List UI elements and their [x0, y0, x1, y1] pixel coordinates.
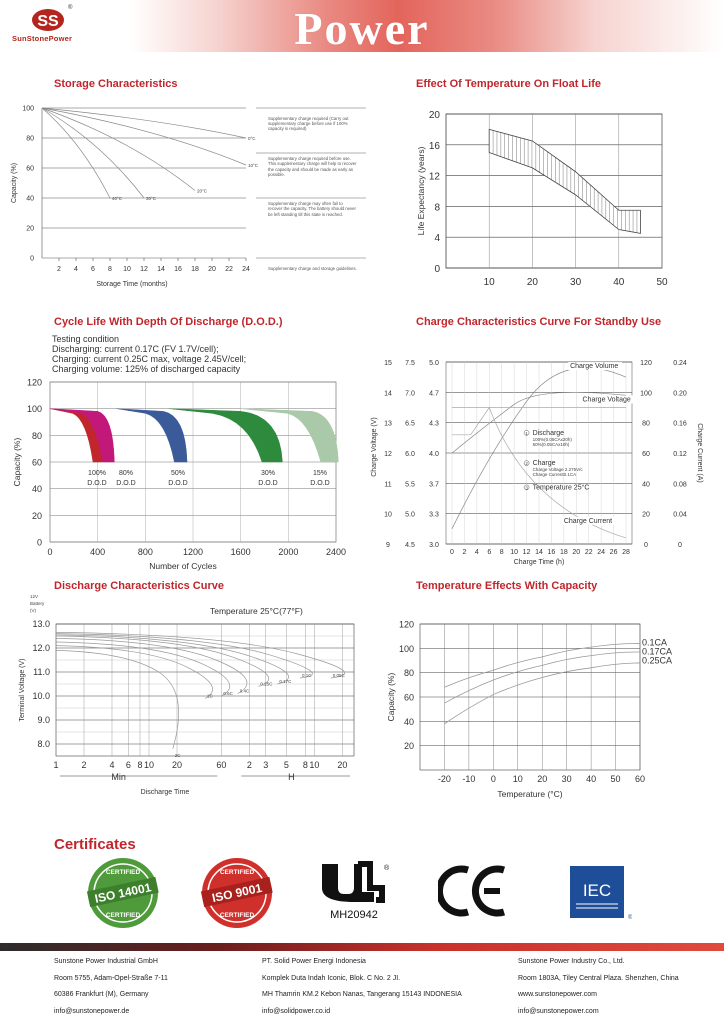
current-tick: 0: [678, 542, 682, 549]
footer-address: Komplek Duta Indah Iconic, Blok. C No. 2 JI.: [262, 974, 401, 982]
x-tick-label: 22: [584, 549, 593, 556]
volume-tick: 120: [640, 360, 652, 367]
y-tick-label: 8: [434, 202, 440, 214]
v1-tick: 13: [384, 420, 392, 428]
x-tick-label: 10: [510, 549, 519, 556]
discharge-curve: [56, 642, 230, 699]
y-tick-label: 80: [26, 135, 34, 143]
v3-tick: 4.7: [429, 390, 439, 398]
series-label: Charge Voltage: [582, 396, 631, 404]
y-right-label: Charge Current (A): [696, 423, 703, 483]
y-tick-label: 11.0: [33, 667, 50, 677]
v3-tick: 3.3: [429, 511, 439, 519]
zone-note: [268, 266, 358, 297]
discharge-curve: [56, 634, 312, 678]
v1-tick: 10: [384, 511, 392, 519]
cycle-life-chart-title: Cycle Life With Depth Of Discharge (D.O.D.): [54, 316, 283, 328]
v2-tick: 5.0: [405, 511, 415, 519]
storage-chart: [0, 96, 370, 296]
discharge-chart-title: Discharge Characteristics Curve: [54, 580, 224, 592]
x-tick-label: 10: [309, 760, 320, 770]
iso14001-badge-icon: [86, 856, 160, 930]
v2-tick: 6.5: [405, 420, 415, 428]
chart-subtitle: Temperature 25°C(77°F): [210, 606, 303, 616]
legend-detail: 50%(0.05CAx10h): [532, 441, 570, 447]
x-tick-label: 12: [140, 266, 148, 273]
x-tick-label: 2000: [278, 547, 299, 557]
dod-pct-label: 50%: [170, 470, 186, 477]
zone-note-text: Supplementary charge required before use. This supplementary charge will help to recover the capacity and should be made as early as possible.: [268, 156, 357, 178]
v1-tick: 11: [384, 481, 392, 489]
discharge-rate-label: 0.4C: [239, 688, 250, 694]
footer-indonesia: [262, 954, 462, 1020]
iso14001-label: ISO 14001: [93, 880, 153, 906]
y-tick-label: 13.0: [32, 619, 50, 629]
x-tick-label: 8: [302, 760, 308, 770]
iso14001-bottom: CERTIFIED: [105, 912, 141, 919]
legend-number: 1: [525, 430, 528, 436]
current-tick: 0.20: [673, 390, 687, 398]
page-title: Power: [294, 3, 430, 54]
y-tick-label: 0: [30, 255, 34, 263]
current-tick: 0.16: [673, 420, 687, 428]
v1-tick: 15: [384, 360, 392, 367]
legend-title: Temperature 25°C: [532, 484, 590, 492]
y-tick-label: 40: [31, 484, 42, 495]
x-tick-label: 30: [570, 277, 582, 288]
y-axis-label: Terminal Voltage (V): [19, 658, 26, 722]
x-tick-label: 60: [216, 760, 227, 770]
volume-tick: 80: [642, 420, 650, 428]
condition-line: Charging: current 0.25C max, voltage 2.45V/cell;: [52, 354, 247, 364]
discharge-curve: [56, 650, 179, 748]
zone-note: [268, 201, 358, 237]
iso9001-bottom: CERTIFIED: [219, 912, 255, 919]
x-tick-label: 0: [47, 547, 53, 557]
x-tick-label: 2: [462, 549, 467, 556]
iec-logo-icon: [568, 864, 632, 922]
x-tick-label: 2: [246, 760, 252, 770]
v3-tick: 4.3: [429, 420, 439, 428]
footer-website[interactable]: www.sunstonepower.com: [518, 991, 597, 998]
footer-address: Room 1803A, Tiley Central Plaza. Shenzhen, China: [518, 974, 679, 982]
volume-tick: 60: [642, 451, 650, 458]
y-tick-label: 60: [31, 457, 42, 468]
y-tick-label: 120: [398, 619, 414, 630]
y-tick-label: 80: [31, 430, 42, 441]
footer-germany: [54, 954, 168, 1020]
series-label: Charge Volume: [570, 363, 619, 371]
condition-line: Discharging: current 0.17C (FV 1.7V/cell);: [52, 344, 219, 354]
legend-title: Charge: [532, 460, 556, 468]
discharge-chart: [0, 590, 370, 800]
series-label: 10°C: [248, 163, 259, 168]
y-tick-label: 0: [434, 264, 440, 275]
storage-chart-title: Storage Characteristics: [54, 78, 178, 90]
x-tick-label: -20: [437, 774, 451, 784]
current-tick: 0.12: [673, 451, 687, 458]
y-tick-label: 100: [398, 643, 414, 654]
legend-detail: Charge Voltage 2.275V/c: [532, 467, 583, 473]
volume-tick: 20: [642, 511, 650, 519]
y-tick-label: 20: [26, 225, 34, 233]
discharge-rate-label: 2C: [174, 752, 181, 758]
v2-tick: 5.5: [405, 481, 415, 489]
x-tick-label: 4: [74, 266, 78, 273]
x-tick-label: 20: [537, 774, 548, 784]
x-tick-label: 10: [512, 774, 523, 784]
footer-company: PT. Solid Power Energi Indonesia: [262, 958, 366, 965]
unit-label: (V): [30, 608, 36, 613]
legend-number: 3: [525, 485, 528, 491]
dod-label: D.O.D: [116, 480, 136, 487]
series-label: 20°C: [197, 188, 208, 194]
x-tick-label: 24: [242, 266, 250, 273]
series-label: Charge Current: [563, 517, 613, 525]
y-tick-label: 80: [403, 668, 414, 679]
v3-tick: 3.7: [429, 481, 439, 489]
series-label: 0.17CA: [642, 646, 673, 657]
footer-china: [518, 954, 679, 1020]
y-tick-label: 100: [22, 105, 34, 113]
dod-label: D.O.D: [168, 480, 188, 487]
current-tick: 0.04: [673, 511, 687, 519]
certificates-title: Certificates: [54, 836, 136, 853]
discharge-rate-label: 0.6C: [223, 691, 233, 696]
v3-tick: 3.0: [429, 542, 439, 549]
x-tick-label: 8: [499, 549, 504, 556]
y-axis-label: Life Expectancy (years): [416, 146, 426, 236]
y-tick-label: 0: [36, 537, 42, 548]
x-tick-label: 0: [450, 549, 454, 556]
y-tick-label: 10.0: [32, 691, 50, 701]
y-tick-label: 12: [428, 171, 440, 183]
x-tick-label: 2400: [325, 547, 347, 557]
x-tick-label: 4: [109, 760, 115, 770]
x-tick-label: 5: [283, 760, 289, 770]
y-tick-label: 8.0: [37, 739, 50, 749]
ul-registered-icon: ®: [384, 865, 390, 872]
legend-detail: Charge Current0.1CA: [532, 472, 577, 478]
y-axis-label: Capacity (%): [12, 437, 22, 487]
temp-capacity-chart-title: Temperature Effects With Capacity: [416, 580, 598, 592]
zone-note: [268, 156, 358, 192]
x-tick-label: 40: [586, 774, 597, 784]
zone-note-text: Supplementary charge may often fail to recover the capacity. The battery should never be left standing till this state is reached.: [268, 201, 356, 217]
x-tick-label: 16: [174, 266, 182, 273]
series-line: [42, 108, 110, 198]
x-tick-label: 20: [337, 760, 348, 770]
ul-mark-icon: [318, 860, 390, 922]
series-line: [42, 108, 144, 198]
x-tick-label: 40: [613, 277, 625, 288]
dod-pct-label: 100%: [88, 470, 106, 477]
x-tick-label: 12: [522, 549, 531, 556]
series-label: 0°C: [248, 136, 256, 141]
standby-charge-chart: [370, 352, 724, 574]
y-tick-label: 60: [403, 692, 414, 703]
v2-tick: 6.0: [405, 451, 415, 458]
series-line: [42, 108, 246, 138]
iso9001-badge-icon: [200, 856, 274, 930]
v1-tick: 14: [384, 390, 392, 398]
footer-address: Room 5755, Adam-Opel-Straße 7-11: [54, 974, 168, 982]
iso9001-top: CERTIFIED: [219, 869, 255, 876]
v1-tick: 12: [384, 451, 392, 458]
y-tick-label: 9.0: [37, 715, 50, 725]
x-tick-label: 0: [490, 774, 496, 784]
dod-pct-label: 15%: [312, 470, 328, 477]
x-tick-label: 1: [53, 760, 59, 770]
x-tick-label: 22: [225, 266, 233, 273]
volume-tick: 40: [642, 481, 650, 489]
x-tick-label: 4: [474, 549, 479, 556]
discharge-curve: [56, 632, 345, 678]
legend-detail: 100%(0.05CAx20h): [532, 436, 572, 442]
x-axis-label: Charge Time (h): [513, 559, 565, 566]
v1-tick: 9: [386, 542, 390, 549]
iso14001-top: CERTIFIED: [105, 869, 141, 876]
svg-text:SS: SS: [37, 13, 59, 30]
discharge-rate-label: 0.17C: [279, 679, 292, 684]
x-tick-label: 20: [171, 760, 183, 770]
brand-name: SunStonePower: [12, 34, 73, 43]
x-tick-label: 2: [57, 266, 61, 273]
x-tick-label: 6: [487, 549, 492, 556]
x-tick-label: 20: [526, 277, 538, 288]
x-tick-label: 18: [559, 549, 568, 556]
plot-frame: [446, 114, 662, 268]
discharge-rate-label: 0.1C: [301, 673, 312, 678]
x-tick-label: 60: [634, 774, 646, 784]
x-tick-label: 16: [547, 549, 556, 556]
v3-tick: 5.0: [429, 360, 439, 367]
x-h-label: H: [288, 772, 295, 782]
y-axis-label: Capacity (%): [11, 162, 18, 204]
zone-note-text: Supplementary charge and storage guidelines.: [268, 265, 357, 271]
ul-code: MH20942: [330, 909, 378, 921]
standby-chart-title: Charge Characteristics Curve For Standby Use: [416, 316, 662, 328]
discharge-rate-label: 0.25C: [260, 681, 273, 687]
zone-note: [268, 116, 358, 152]
cycle-test-conditions: [52, 334, 246, 374]
x-tick-label: 800: [137, 547, 153, 557]
x-tick-label: 30: [561, 774, 572, 784]
discharge-curve: [56, 635, 289, 687]
float-life-chart-title: Effect Of Temperature On Float Life: [416, 78, 601, 90]
discharge-rate-label: 0.05C: [332, 673, 345, 678]
discharge-curve: [56, 636, 269, 686]
x-tick-label: -10: [462, 774, 476, 784]
x-tick-label: 20: [208, 266, 216, 273]
iso9001-label: ISO 9001: [210, 880, 264, 906]
footer-email[interactable]: info@sunstonepower.de: [54, 1007, 130, 1015]
footer-email[interactable]: info@solidpower.co.id: [262, 1007, 331, 1015]
series-label: 30°C: [146, 196, 157, 201]
volume-tick: 100: [640, 390, 652, 398]
current-tick: 0.08: [673, 481, 687, 489]
discharge-rate-label: 1C: [207, 693, 213, 699]
v2-tick: 7.5: [405, 360, 415, 367]
v3-tick: 4.0: [429, 451, 439, 458]
x-tick-label: 24: [597, 549, 606, 556]
x-min-label: Min: [111, 772, 126, 782]
x-axis-label: Temperature (°C): [497, 789, 563, 799]
dod-pct-label: 30%: [260, 470, 276, 477]
footer-city: MH Thamrin KM.2 Kebon Nanas, Tangerang 15143 INDONESIA: [262, 991, 462, 998]
ce-text: CE: [438, 864, 440, 865]
x-tick-label: 3: [263, 760, 269, 770]
unit-label: 12V: [30, 594, 39, 599]
zone-note-text: Supplementary charge required (Carry out supplementary charge before use if 100% capacity is required): [268, 115, 349, 132]
y-tick-label: 120: [26, 377, 42, 388]
y-tick-label: 4: [434, 233, 440, 245]
y-tick-label: 100: [26, 404, 42, 415]
x-tick-label: 1600: [230, 547, 251, 557]
y-tick-label: 12.0: [32, 643, 50, 653]
legend-number: 2: [525, 461, 528, 467]
condition-line: Charging volume: 125% of discharged capacity: [52, 364, 241, 374]
cycle-life-chart: [0, 372, 360, 580]
x-tick-label: 10: [483, 277, 495, 288]
x-tick-label: 400: [90, 547, 106, 557]
y-tick-label: 16: [428, 140, 440, 152]
y-axis-label: Capacity (%): [386, 672, 396, 722]
x-tick-label: 2: [81, 760, 87, 770]
y-tick-label: 20: [31, 510, 42, 521]
dod-label: D.O.D: [258, 480, 278, 487]
x-axis-label: Discharge Time: [140, 789, 190, 796]
unit-label: Battery: [30, 601, 45, 606]
iec-registered-icon: ®: [628, 915, 632, 921]
x-axis-label: Number of Cycles: [149, 561, 217, 571]
x-tick-label: 6: [91, 266, 95, 273]
y-tick-label: 20: [403, 741, 414, 752]
x-tick-label: 1200: [182, 547, 204, 557]
series-line: [42, 108, 195, 191]
volume-tick: 0: [644, 542, 648, 549]
y-tick-label: 20: [428, 110, 440, 121]
footer-email[interactable]: info@sunstonepower.com: [518, 1007, 599, 1015]
x-tick-label: 10: [143, 760, 155, 770]
series-label: 0.1CA: [642, 637, 668, 648]
temp-capacity-chart: [376, 614, 706, 806]
series-label: 0.25CA: [642, 655, 673, 666]
series-line: [42, 108, 246, 165]
dod-label: D.O.D: [87, 480, 107, 487]
current-tick: 0.24: [673, 360, 687, 367]
v2-tick: 7.0: [405, 390, 415, 398]
dod-pct-label: 80%: [118, 470, 134, 477]
x-axis-label: Storage Time (months): [96, 281, 168, 288]
x-tick-label: 28: [622, 549, 630, 556]
x-tick-label: 10: [123, 266, 131, 273]
x-tick-label: 18: [191, 266, 199, 273]
x-tick-label: 50: [610, 774, 621, 784]
float-life-chart: [400, 100, 690, 300]
x-tick-label: 26: [609, 549, 618, 556]
y-tick-label: 40: [403, 716, 414, 727]
x-tick-label: 20: [572, 549, 581, 556]
legend-title: Discharge: [532, 429, 565, 437]
series-label: 40°C: [112, 196, 123, 201]
footer-company: Sunstone Power Industry Co., Ltd.: [518, 958, 625, 965]
registered-mark-icon: ®: [68, 5, 73, 11]
x-tick-label: 14: [535, 549, 543, 556]
x-tick-label: 50: [656, 277, 668, 288]
y-left-label: Charge Voltage (V): [371, 417, 378, 477]
y-tick-label: 40: [26, 195, 34, 203]
x-tick-label: 8: [108, 266, 112, 273]
iec-text: IEC: [582, 881, 612, 900]
y-tick-label: 60: [26, 165, 34, 173]
ce-mark-icon: [438, 864, 510, 918]
footer-city: 60386 Frankfurt (M), Germany: [54, 991, 149, 998]
condition-line: Testing condition: [52, 334, 120, 344]
x-tick-label: 8: [137, 760, 143, 770]
footer-bar: [0, 943, 724, 951]
footer-company: Sunstone Power Industrial GmbH: [54, 958, 158, 965]
x-tick-label: 14: [157, 266, 165, 273]
x-tick-label: 6: [125, 760, 131, 770]
v2-tick: 4.5: [405, 542, 415, 549]
dod-label: D.O.D: [310, 480, 330, 487]
